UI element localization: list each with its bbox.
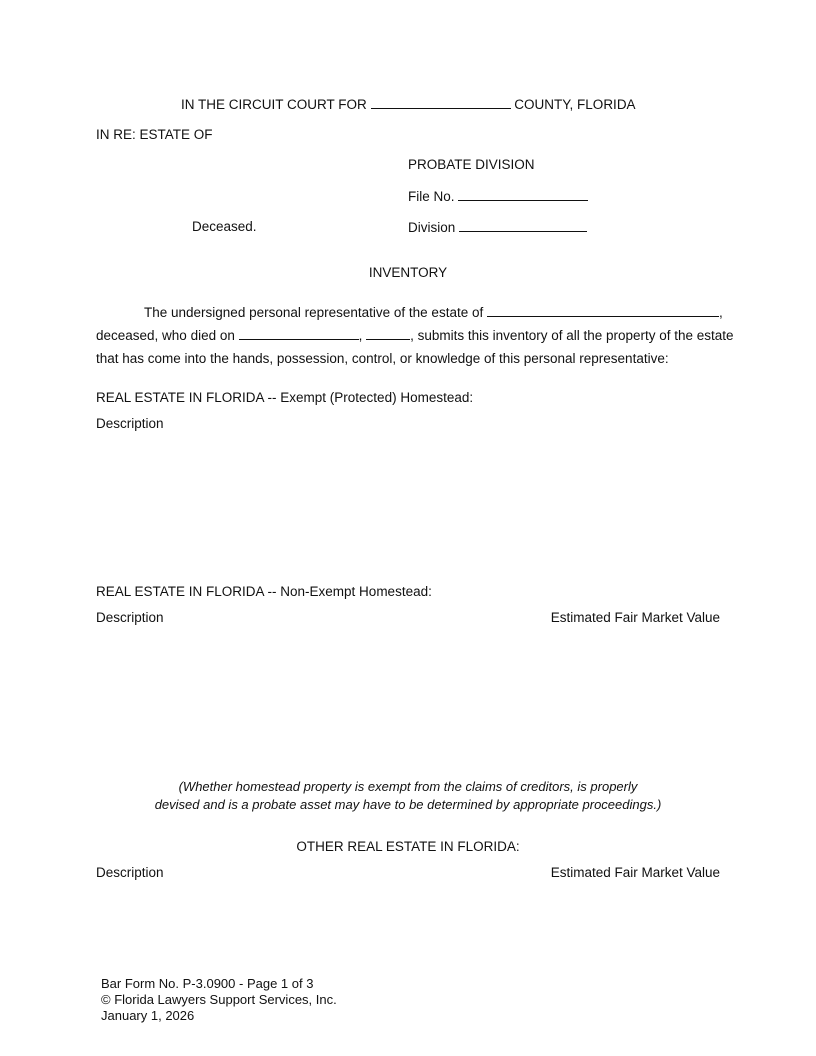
other-real-estate-description-label: Description [96, 865, 164, 880]
homestead-note [96, 778, 720, 814]
intro-line-1-comma: , [719, 305, 723, 320]
intro-line-3: that has come into the hands, possession, control, or knowledge of this personal representative: [96, 351, 669, 366]
exempt-homestead-description-label: Description [96, 416, 164, 431]
intro-line-2-suffix: , submits this inventory of all the property of the estate [410, 328, 734, 343]
nonexempt-homestead-heading: REAL ESTATE IN FLORIDA -- Non-Exempt Homestead: [96, 584, 432, 599]
intro-line-1-text: The undersigned personal representative of the estate of [144, 305, 484, 320]
division-label: Division [408, 220, 456, 235]
intro-line-2-prefix: deceased, who died on [96, 328, 235, 343]
deceased-label: Deceased. [192, 219, 257, 234]
file-no-field [408, 188, 588, 205]
exempt-homestead-heading: REAL ESTATE IN FLORIDA -- Exempt (Protected) Homestead: [96, 390, 474, 405]
probate-division-label: PROBATE DIVISION [408, 157, 535, 172]
homestead-note-line-1: (Whether homestead property is exempt from the claims of creditors, is properly [178, 779, 638, 794]
intro-line-2 [96, 324, 734, 347]
court-caption [181, 96, 636, 113]
intro-line-1 [96, 301, 723, 324]
other-real-estate-value-label: Estimated Fair Market Value [550, 865, 720, 880]
file-no-label: File No. [408, 189, 455, 204]
county-blank [371, 96, 511, 109]
file-no-blank [458, 188, 588, 201]
death-date-blank [239, 327, 359, 340]
footer-form-number: Bar Form No. P-3.0900 - Page 1 of 3 [101, 976, 314, 991]
division-field [408, 219, 587, 236]
homestead-note-line-2: devised and is a probate asset may have to be determined by appropriate proceedings.) [154, 797, 662, 812]
death-year-blank [366, 327, 410, 340]
estate-name-blank [487, 304, 719, 317]
footer-copyright: © Florida Lawyers Support Services, Inc. [101, 992, 337, 1007]
nonexempt-homestead-value-label: Estimated Fair Market Value [550, 610, 720, 625]
footer-date: January 1, 2026 [101, 1008, 195, 1023]
court-caption-suffix: COUNTY, FLORIDA [514, 97, 636, 112]
intro-paragraph [96, 301, 734, 370]
court-caption-prefix: IN THE CIRCUIT COURT FOR [181, 97, 367, 112]
intro-line-2-comma: , [358, 328, 363, 343]
division-blank [459, 219, 587, 232]
other-real-estate-heading: OTHER REAL ESTATE IN FLORIDA: [296, 839, 520, 854]
document-title: INVENTORY [368, 265, 448, 280]
page-footer [101, 976, 337, 1024]
nonexempt-homestead-description-label: Description [96, 610, 164, 625]
in-re-label: IN RE: ESTATE OF [96, 127, 213, 142]
